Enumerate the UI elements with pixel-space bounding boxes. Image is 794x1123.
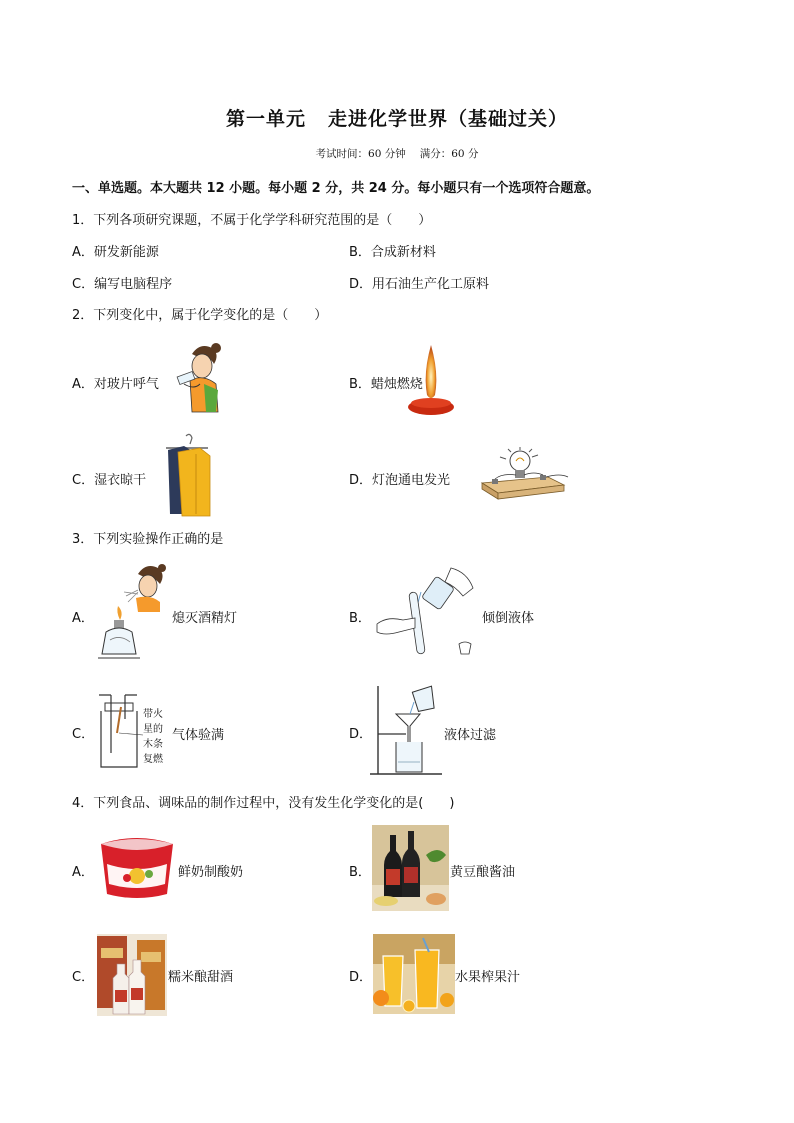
q3-option-b[interactable]: B．: [349, 611, 371, 626]
q3-caption-d: 液体过滤: [444, 728, 497, 743]
rice-wine-icon: [97, 934, 167, 1016]
q2-option-a[interactable]: A．对玻片呼气: [72, 377, 159, 392]
question-3-stem: 3．下列实验操作正确的是: [72, 532, 224, 547]
q1-option-d[interactable]: D．用石油生产化工原料: [349, 277, 490, 292]
q4-caption-c: 糯米酿甜酒: [168, 970, 234, 985]
q1-option-c[interactable]: C．编写电脑程序: [72, 277, 173, 292]
gas-bottle-label: [143, 707, 163, 767]
label-line: 带火: [143, 709, 163, 720]
section-heading: 一、单选题。本大题共 12 小题。每小题 2 分，共 24 分。每小题只有一个选项符合题意。: [72, 181, 600, 196]
q4-caption-d: 水果榨果汁: [455, 970, 521, 985]
q1-option-a[interactable]: A．研发新能源: [72, 245, 159, 260]
q3-caption-b: 倾倒液体: [482, 611, 535, 626]
question-1-stem: 1．下列各项研究课题，不属于化学学科研究范围的是（ ）: [72, 213, 432, 228]
exam-time: 考试时间：60 分钟: [315, 148, 406, 160]
q3-caption-a: 熄灭酒精灯: [172, 611, 238, 626]
q4-option-d[interactable]: D．: [349, 970, 373, 985]
alcohol-lamp-icon: [96, 562, 168, 666]
question-2-stem: 2．下列变化中，属于化学变化的是（ ）: [72, 308, 328, 323]
q4-caption-a: 鲜奶制酸奶: [178, 865, 244, 880]
filtration-icon: [370, 684, 444, 778]
q2-option-b[interactable]: B．蜡烛燃烧: [349, 377, 423, 392]
exam-info: [0, 146, 794, 161]
q3-option-d[interactable]: D．: [349, 727, 373, 742]
q1-option-b[interactable]: B．合成新材料: [349, 245, 436, 260]
page-title: [0, 104, 794, 131]
q4-option-a[interactable]: A．: [72, 865, 94, 880]
q4-option-c[interactable]: C．: [72, 970, 95, 985]
light-bulb-icon: [472, 447, 570, 503]
q2-option-c[interactable]: C．湿衣晾干: [72, 473, 147, 488]
question-4-stem: 4．下列食品、调味品的制作过程中，没有发生化学变化的是( ): [72, 796, 455, 811]
label-line: 木条: [143, 739, 163, 750]
title-main: 第一单元: [225, 108, 306, 130]
q3-option-a[interactable]: A．: [72, 611, 94, 626]
soy-sauce-icon: [372, 825, 449, 911]
q2-option-d[interactable]: D．灯泡通电发光: [349, 473, 451, 488]
q3-caption-c: 气体验满: [172, 728, 225, 743]
q3-option-c[interactable]: C．: [72, 727, 95, 742]
title-rest: 走进化学世界（基础过关）: [328, 108, 569, 130]
yogurt-icon: [97, 834, 177, 900]
girl-breathing-icon: [170, 340, 228, 420]
q4-option-b[interactable]: B．: [349, 865, 371, 880]
gas-bottle-icon: [97, 693, 143, 771]
q4-caption-b: 黄豆酿酱油: [450, 865, 516, 880]
label-line: 星的: [143, 724, 163, 735]
candle-icon: [405, 343, 457, 417]
clothes-drying-icon: [160, 434, 216, 518]
juice-icon: [373, 934, 455, 1014]
pouring-liquid-icon: [375, 566, 479, 662]
label-line: 复燃: [143, 754, 163, 765]
full-score: 满分：60 分: [419, 148, 479, 160]
